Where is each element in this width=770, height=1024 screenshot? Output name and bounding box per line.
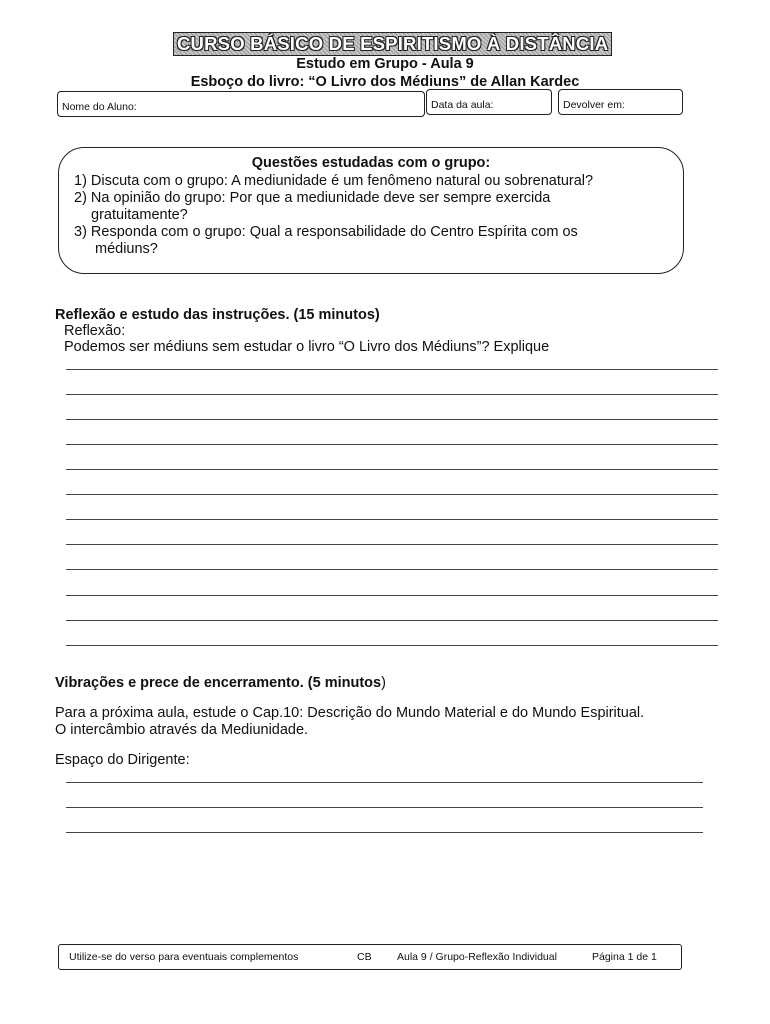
question-item: gratuitamente?: [91, 207, 188, 223]
return-date-field[interactable]: [558, 89, 683, 115]
course-title: CURSO BÁSICO DE ESPIRITISMO À DISTÂNCIA: [173, 32, 612, 56]
leader-line[interactable]: [66, 832, 703, 833]
reflection-label: Reflexão:: [64, 323, 126, 339]
next-lesson-line2: O intercâmbio através da Mediunidade.: [55, 722, 309, 738]
reflection-heading: Reflexão e estudo das instruções. (15 minutos): [55, 307, 380, 323]
closing-heading: [55, 675, 386, 691]
answer-line[interactable]: [66, 595, 718, 596]
next-lesson-line1: Para a próxima aula, estude o Cap.10: Descrição do Mundo Material e do Mundo Espiritual.: [55, 705, 645, 721]
answer-line[interactable]: [66, 469, 718, 470]
book-outline-subtitle: Esboço do livro: “O Livro dos Médiuns” de Allan Kardec: [190, 74, 580, 90]
answer-line[interactable]: [66, 444, 718, 445]
question-item: médiuns?: [95, 241, 158, 257]
footer-note: Utilize-se do verso para eventuais complementos: [69, 951, 299, 963]
footer-box: [58, 944, 682, 970]
closing-heading-text: Vibrações e prece de encerramento. (5 minutos: [55, 675, 382, 691]
class-date-label: Data da aula:: [431, 99, 494, 111]
student-name-label: Nome do Aluno:: [62, 101, 137, 113]
return-date-label: Devolver em:: [563, 99, 625, 111]
question-item: 2) Na opinião do grupo: Por que a mediunidade deve ser sempre exercida: [74, 190, 551, 206]
lesson-subtitle: Estudo em Grupo - Aula 9: [296, 56, 474, 72]
answer-line[interactable]: [66, 369, 718, 370]
reflection-prompt: Podemos ser médiuns sem estudar o livro “O Livro dos Médiuns”? Explique: [64, 339, 550, 355]
answer-line[interactable]: [66, 419, 718, 420]
questions-title: Questões estudadas com o grupo:: [251, 155, 491, 171]
answer-line[interactable]: [66, 620, 718, 621]
leader-line[interactable]: [66, 782, 703, 783]
answer-line[interactable]: [66, 394, 718, 395]
answer-line[interactable]: [66, 544, 718, 545]
question-item: 3) Responda com o grupo: Qual a responsabilidade do Centro Espírita com os: [74, 224, 578, 240]
student-name-field[interactable]: [57, 91, 425, 117]
closing-heading-paren: ): [381, 675, 386, 691]
class-date-field[interactable]: [426, 89, 552, 115]
leader-line[interactable]: [66, 807, 703, 808]
answer-line[interactable]: [66, 645, 718, 646]
footer-code: CB: [357, 951, 372, 963]
footer-lesson-ref: Aula 9 / Grupo-Reflexão Individual: [397, 951, 557, 963]
answer-line[interactable]: [66, 494, 718, 495]
footer-page: Página 1 de 1: [592, 951, 657, 963]
question-item: 1) Discuta com o grupo: A mediunidade é um fenômeno natural ou sobrenatural?: [74, 173, 594, 189]
answer-line[interactable]: [66, 569, 718, 570]
leader-space-label: Espaço do Dirigente:: [55, 752, 190, 768]
answer-line[interactable]: [66, 519, 718, 520]
